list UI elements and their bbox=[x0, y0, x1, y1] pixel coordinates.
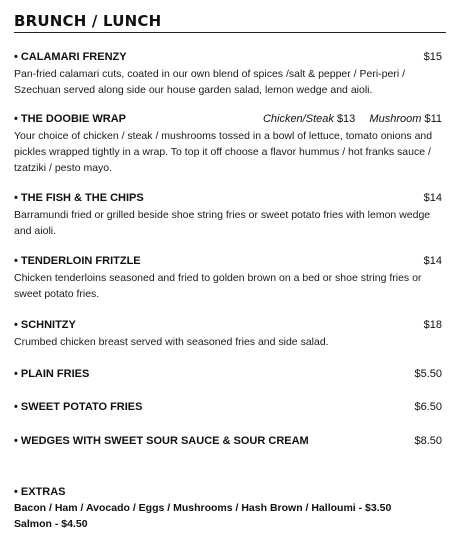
menu-item-sweet-potato-fries bbox=[14, 399, 442, 415]
item-name: TENDERLOIN FRITZLE bbox=[20, 255, 141, 267]
bullet: • bbox=[14, 51, 18, 63]
item-price: $8.50 bbox=[414, 435, 442, 447]
price-option-price: $11 bbox=[424, 113, 442, 125]
extras-section bbox=[14, 484, 442, 532]
item-price: $15 bbox=[423, 51, 442, 63]
item-price: $18 bbox=[423, 319, 442, 331]
menu-item-wedges bbox=[14, 433, 442, 449]
menu-item-calamari-frenzy bbox=[14, 49, 442, 98]
item-description: Crumbed chicken breast served with seasoned fries and side salad. bbox=[14, 336, 329, 348]
item-name: SWEET POTATO FRIES bbox=[20, 401, 143, 413]
item-price-options bbox=[263, 111, 442, 127]
menu-item-plain-fries bbox=[14, 366, 442, 382]
item-description: Barramundi fried or grilled beside shoe string fries or sweet potato fries with lemon wedge and aioli. bbox=[14, 209, 431, 237]
menu-item-doobie-wrap bbox=[14, 111, 442, 176]
item-price: $14 bbox=[423, 255, 442, 267]
menu-item-tenderloin-fritzle bbox=[14, 253, 442, 302]
bullet: • bbox=[14, 319, 18, 331]
item-name: CALAMARI FRENZY bbox=[20, 51, 127, 63]
bullet: • bbox=[14, 401, 18, 413]
item-name: WEDGES WITH SWEET SOUR SAUCE & SOUR CREAM bbox=[20, 435, 309, 447]
price-option-label: Chicken/Steak bbox=[262, 113, 334, 125]
item-price: $14 bbox=[423, 192, 442, 204]
menu-item-fish-and-chips bbox=[14, 190, 442, 239]
item-name: THE FISH & THE CHIPS bbox=[20, 192, 144, 204]
item-description: Pan-fried calamari cuts, coated in our own blend of spices /salt & pepper / Peri-peri / Szechuan served along side our house garden salad, lemon wedge and aioli. bbox=[14, 68, 406, 96]
item-description: Your choice of chicken / steak / mushrooms tossed in a bowl of lettuce, tomato onions and pickles wrapped tightly in a wrap. To top it off choose a flavor hummus / hot franks sauce / tzatziki / pesto mayo. bbox=[14, 130, 433, 174]
menu-item-schnitzy bbox=[14, 317, 442, 350]
bullet: • bbox=[14, 486, 18, 498]
item-price: $5.50 bbox=[414, 368, 442, 380]
extras-line: Bacon / Ham / Avocado / Eggs / Mushrooms / Hash Brown / Halloumi - $3.50 bbox=[14, 502, 392, 514]
price-option-label: Mushroom bbox=[369, 113, 422, 125]
extras-title: EXTRAS bbox=[20, 486, 66, 498]
item-description: Chicken tenderloins seasoned and fried to golden brown on a bed or shoe string fries or sweet potato fries. bbox=[14, 272, 422, 300]
bullet: • bbox=[14, 255, 18, 267]
bullet: • bbox=[14, 368, 18, 380]
item-name: THE DOOBIE WRAP bbox=[20, 113, 126, 125]
title-underline bbox=[14, 32, 446, 33]
price-option-price: $13 bbox=[336, 113, 356, 125]
bullet: • bbox=[14, 435, 18, 447]
bullet: • bbox=[14, 113, 18, 125]
bullet: • bbox=[14, 192, 18, 204]
item-name: SCHNITZY bbox=[20, 319, 76, 331]
section-title: BRUNCH / LUNCH bbox=[14, 12, 162, 30]
item-price: $6.50 bbox=[414, 401, 442, 413]
extras-line: Salmon - $4.50 bbox=[14, 518, 88, 530]
item-name: PLAIN FRIES bbox=[20, 368, 90, 380]
